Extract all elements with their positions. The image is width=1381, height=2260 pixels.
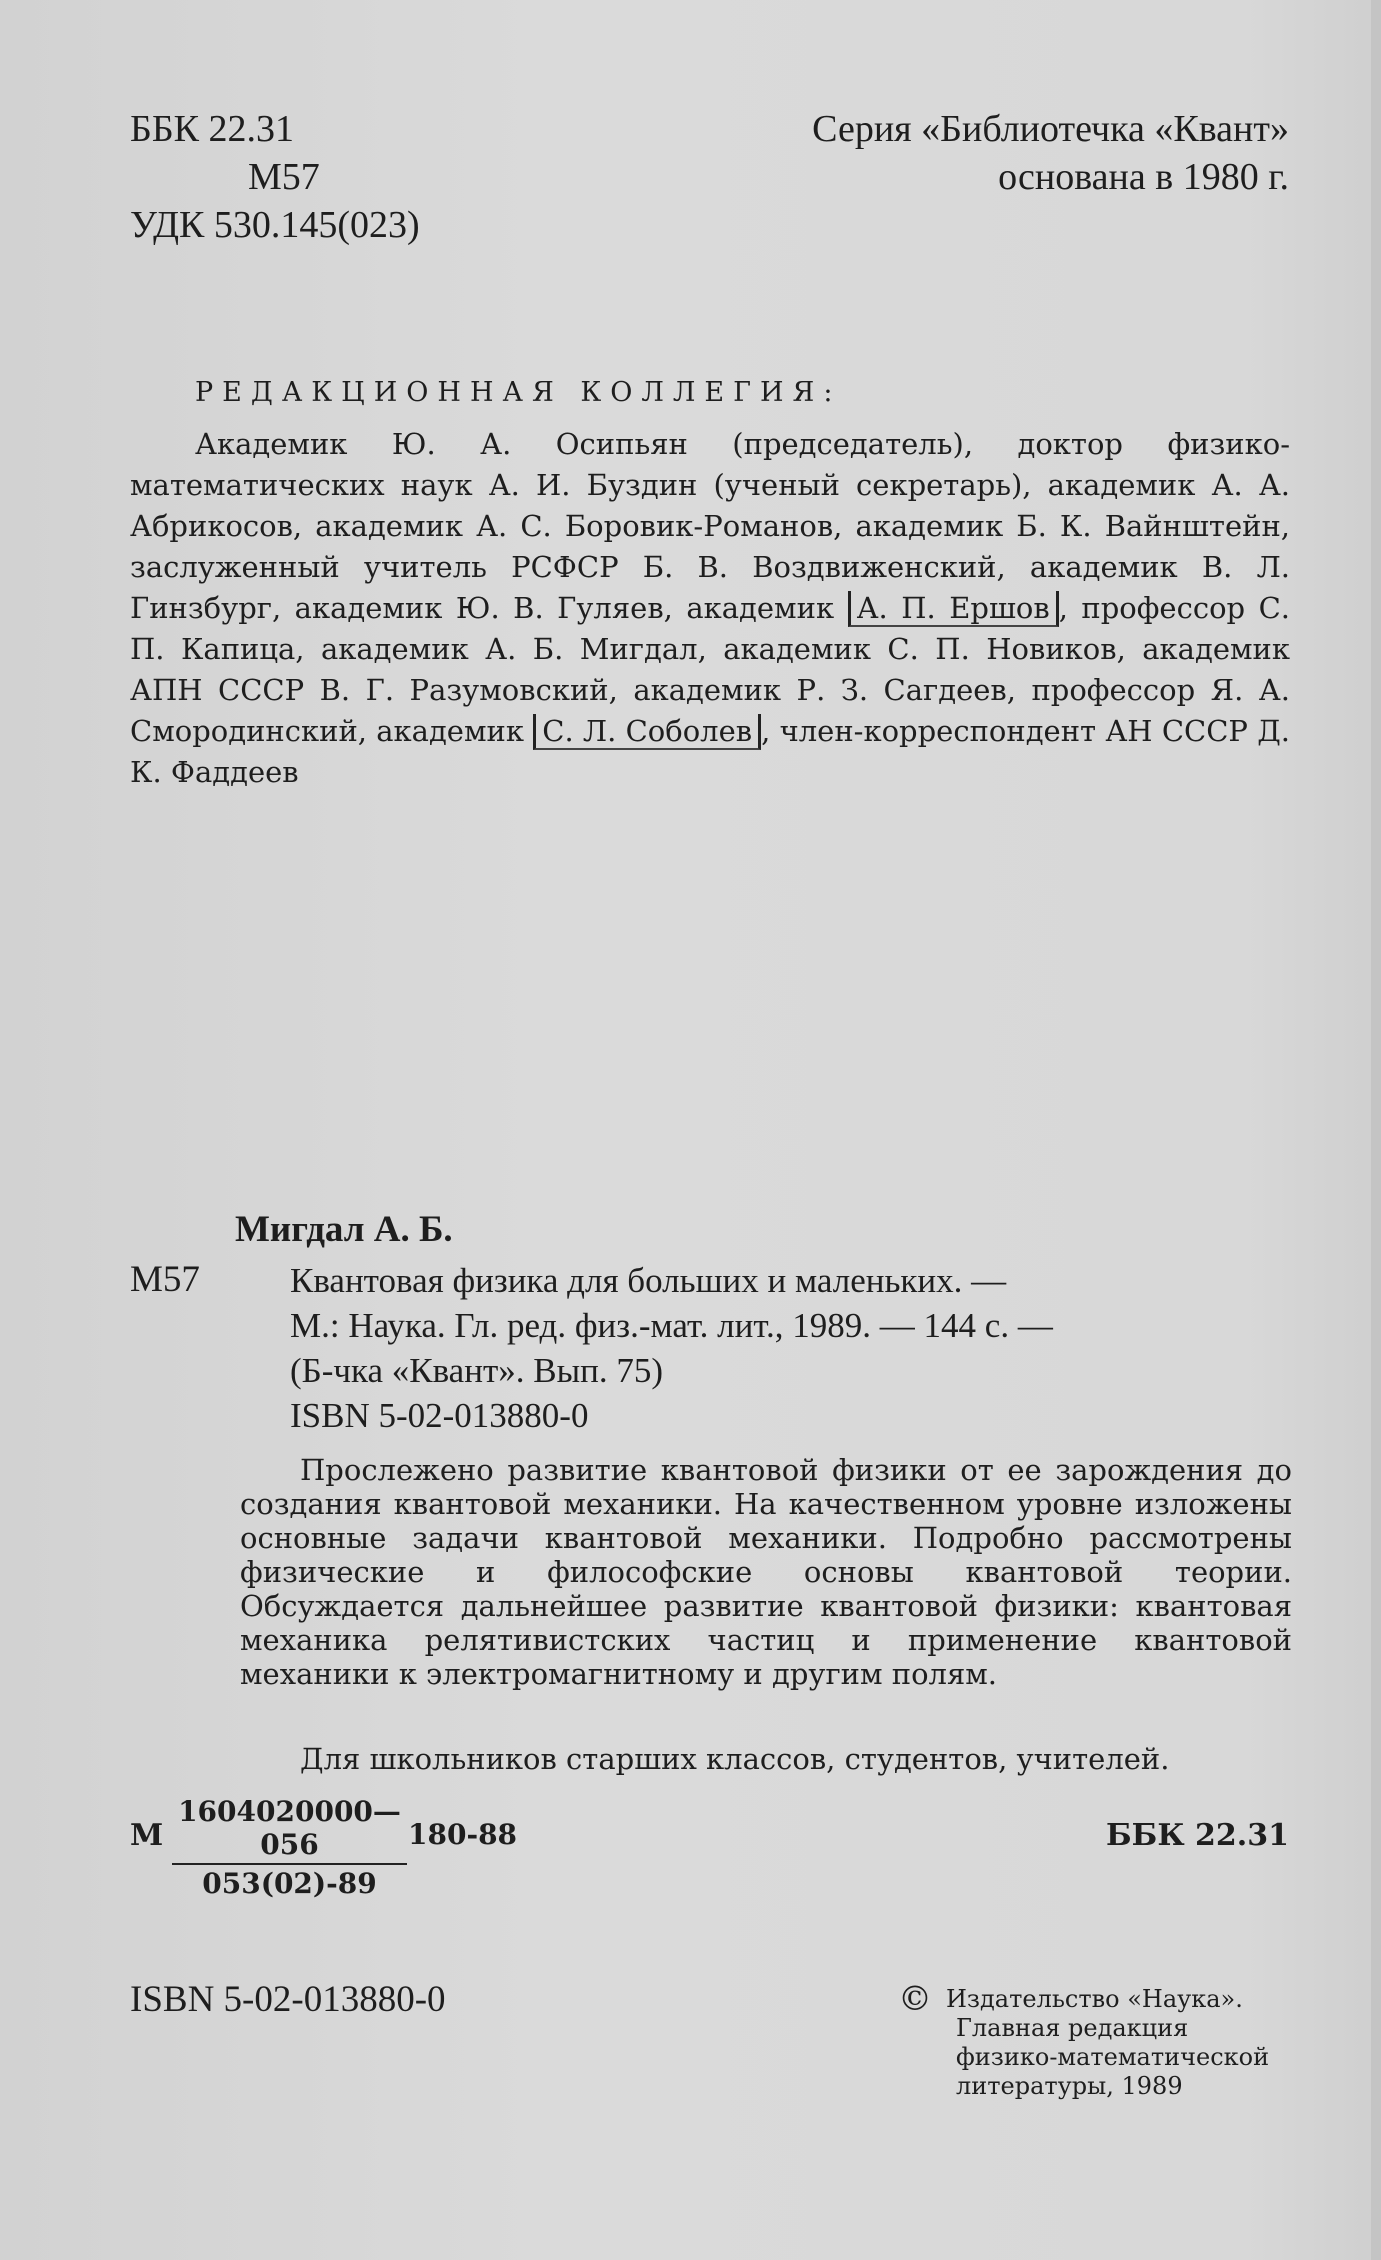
editorial-board-title: РЕДАКЦИОННАЯ КОЛЛЕГИЯ:	[195, 377, 842, 408]
board-members-2: , профессор С. П. Капица, академик А. Б. Мигдал, академик С. П. Новиков, академик АПН СССР В. Г. Разумовский, академик Р. З. Сагдеев, профессор Я. А. Смородинский, академик	[130, 591, 1290, 748]
biblio-isbn: ISBN 5-02-013880-0	[290, 1396, 589, 1435]
bbk-bottom: ББК 22.31	[1106, 1818, 1289, 1853]
biblio-series-line: (Б-чка «Квант». Вып. 75)	[290, 1351, 663, 1390]
publishing-code-suffix: 180-88	[408, 1818, 518, 1851]
board-member-boxed-2: С. Л. Соболев	[533, 714, 761, 750]
isbn-bottom: ISBN 5-02-013880-0	[130, 1979, 446, 2020]
audience-text: Для школьников старших классов, студентов, учителей.	[300, 1742, 1170, 1776]
classification-block	[130, 105, 420, 249]
biblio-publisher-line: М.: Наука. Гл. ред. физ.-мат. лит., 1989. — 144 с. —	[290, 1306, 1053, 1345]
author-code: М57	[248, 156, 320, 198]
editorial-board-list	[130, 424, 1290, 793]
board-members-1: Академик Ю. А. Осипьян (председатель), доктор физико-математических наук А. И. Буздин (ученый секретарь), академик А. А. Абрикосов, академик А. С. Боровик-Романов, академик Б. К. Вайнштейн, заслуженный учитель РСФСР Б. В. Воздвиженский, академик В. Л. Гинзбург, академик Ю. В. Гуляев, академик	[130, 427, 1290, 625]
udk-code: УДК 530.145(023)	[130, 204, 420, 246]
page-edge	[1371, 0, 1381, 2260]
publisher-name: Издательство «Наука».	[946, 1985, 1243, 2013]
publisher-line-4: литературы, 1989	[956, 2072, 1183, 2100]
board-member-boxed-1: А. П. Ершов	[848, 591, 1059, 627]
publishing-code-prefix: М	[130, 1818, 164, 1853]
series-title: Серия «Библиотечка «Квант»	[812, 108, 1289, 150]
publisher-line-3: физико-математической	[956, 2043, 1270, 2071]
annotation-body: Прослежено развитие квантовой физики от ее зарождения до создания квантовой механики. На качественном уровне изложены основные задачи квантовой механики. Подробно рассмотрены физические и философские основы квантовой теории. Обсуждается дальнейшее развитие квантовой физики: квантовая механика релятивистских частиц и применение квантовой механики к электромагнитному и другим полям.	[240, 1453, 1292, 1691]
annotation-text	[240, 1453, 1292, 1691]
biblio-title-line: Квантовая физика для больших и маленьких. —	[290, 1261, 1007, 1300]
board-members-3: , член-корреспондент АН СССР Д. К. Фаддеев	[130, 714, 1290, 789]
book-author: Мигдал А. Б.	[235, 1209, 453, 1250]
publishing-code-fraction	[172, 1795, 407, 1900]
fraction-numerator: 1604020000—056	[172, 1795, 407, 1865]
copyright-icon: ©	[898, 1979, 932, 2019]
bbk-code: ББК 22.31	[130, 108, 294, 150]
book-code: М57	[130, 1259, 200, 1300]
fraction-denominator: 053(02)-89	[202, 1867, 377, 1900]
copyright-block	[898, 1979, 1270, 2101]
series-block	[812, 105, 1289, 201]
bibliographic-record	[290, 1258, 1290, 1438]
publisher-line-2: Главная редакция	[956, 2014, 1189, 2042]
series-founded: основана в 1980 г.	[998, 156, 1289, 198]
